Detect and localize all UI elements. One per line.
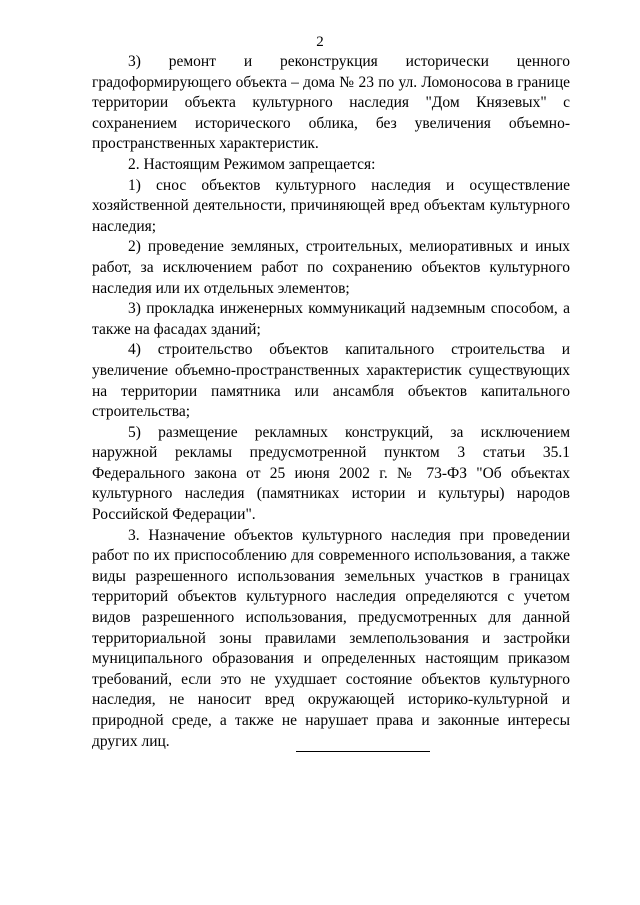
paragraph-prohibition-4: 4) строительство объектов капитального строительства и увеличение объемно-пространственных характеристик существующих на территории памятника или ансамбля объектов капитального строительства;: [92, 341, 570, 421]
paragraph-section-3: 3. Назначение объектов культурного наследия при проведении работ по их приспособлению для современного использования, а также виды разрешенного использования земельных участков в границах территорий объектов культурного наследия определяются с учетом видов разрешенного использования, предусмотренных для данной территориальной зоны правилами землепользования и застройки муниципального образования и определенных настоящим приказом требований, если это не ухудшает состояние объектов культурного наследия, не наносит вред окружающей историко-культурной и природной среде, а также не нарушает права и законные интересы других лиц.: [92, 526, 570, 750]
document-body: [92, 52, 570, 752]
paragraph-prohibitions-heading: 2. Настоящим Режимом запрещается:: [128, 155, 376, 173]
paragraph-item-3-repair: 3) ремонт и реконструкция исторически ценного градоформирующего объекта – дома № 23 по ул. Ломоносова в границе территории объекта культурного наследия "Дом Князевых" с сохранением исторического облика, без увеличения объемно-пространственных характеристик.: [92, 53, 570, 153]
paragraph-prohibition-1: 1) снос объектов культурного наследия и осуществление хозяйственной деятельности, причиняющей вред объектам культурного наследия;: [92, 176, 570, 235]
page-number: 2: [316, 34, 324, 50]
paragraph-prohibition-2: 2) проведение земляных, строительных, мелиоративных и иных работ, за исключением работ по сохранению объектов культурного наследия или их отдельных элементов;: [92, 238, 570, 297]
paragraph-prohibition-5: 5) размещение рекламных конструкций, за исключением наружной рекламы предусмотренной пунктом 3 статьи 35.1 Федерального закона от 25 июня 2002 г. № 73-ФЗ "Об объектах культурного наследия (памятниках истории и культуры) народов Российской Федерации".: [92, 423, 570, 524]
paragraph-prohibition-3: 3) прокладка инженерных коммуникаций надземным способом, а также на фасадах зданий;: [92, 300, 570, 338]
closing-separator-line: [296, 751, 430, 752]
